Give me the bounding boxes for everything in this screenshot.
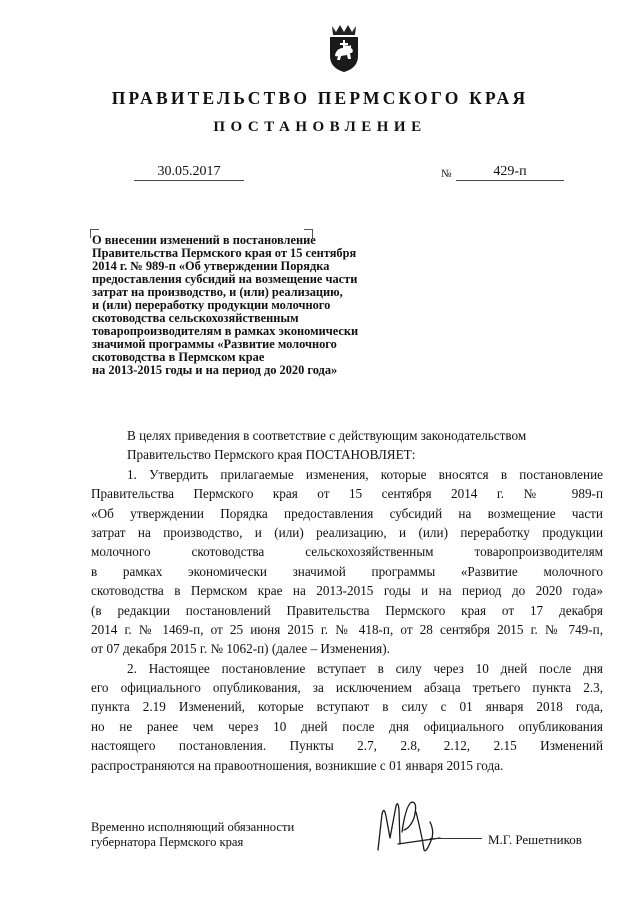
subject-line: значимой программы «Развитие молочного — [92, 337, 337, 351]
body-line: (в редакции постановлений Правительства Пермского края от 17 декабря — [91, 602, 603, 618]
document-body — [91, 426, 603, 775]
body-line: распространяются на правоотношения, возникшие с 01 января 2015 года. — [91, 757, 504, 773]
subject-line: О внесении изменений в постановление — [92, 233, 316, 247]
subject-line: Правительства Пермского края от 15 сентября — [92, 246, 357, 260]
subject-line: скотоводства сельскохозяйственным — [92, 311, 299, 325]
subject-line: на 2013-2015 годы и на период до 2020 года» — [92, 363, 338, 377]
document-subject — [92, 234, 422, 377]
body-line: от 07 декабря 2015 г. № 1062-п) (далее – Изменения). — [91, 641, 390, 657]
body-line: 1. Утвердить прилагаемые изменения, которые вносятся в постановление — [127, 466, 603, 482]
body-line: но не ранее чем через 10 дней после дня официального опубликования — [91, 718, 603, 734]
body-line: скотоводства в Пермском крае на 2013-2015 годы и на период до 2020 года» — [91, 583, 603, 599]
body-line: «Об утверждении Порядка предоставления субсидий на возмещение части — [91, 505, 603, 521]
handwritten-signature — [372, 792, 442, 862]
body-line: затрат на производство, и (или) реализацию, и (или) переработку продукции — [91, 524, 603, 540]
body-line: пункта 2.19 Изменений, которые вступают в силу с 01 января 2018 года, — [91, 699, 603, 715]
body-line: Правительства Пермского края от 15 сентября 2014 г. № 989-п — [91, 486, 603, 502]
number-sign: № — [441, 168, 452, 180]
document-type: ПОСТАНОВЛЕНИЕ — [213, 119, 427, 135]
signatory-name: М.Г. Решетников — [488, 832, 582, 847]
body-line: молочного скотоводства сельскохозяйственным товаропроизводителям — [91, 544, 603, 560]
body-line: 2014 г. № 1469-п, от 25 июня 2015 г. № 418-п, от 28 сентября 2015 г. № 749-п, — [91, 621, 603, 637]
body-line: его официального опубликования, за исключением абзаца третьего пункта 2.3, — [91, 680, 603, 696]
subject-line: и (или) переработку продукции молочного — [92, 298, 331, 312]
signature-line — [430, 838, 482, 839]
signatory-position-line: губернатора Пермского края — [91, 835, 244, 849]
subject-line: предоставления субсидий на возмещение части — [92, 272, 358, 286]
signatory-position — [91, 820, 294, 850]
body-line: настоящего постановления. Пункты 2.7, 2.8, 2.12, 2.15 Изменений — [91, 738, 603, 754]
subject-line: 2014 г. № 989-п «Об утверждении Порядка — [92, 259, 330, 273]
government-title: ПРАВИТЕЛЬСТВО ПЕРМСКОГО КРАЯ — [111, 88, 529, 108]
subject-line: затрат на производство, и (или) реализацию, — [92, 285, 343, 299]
body-line: Правительство Пермского края ПОСТАНОВЛЯЕТ: — [127, 447, 416, 463]
body-line: в рамках экономически значимой программы «Развитие молочного — [91, 563, 603, 579]
document-date: 30.05.2017 — [134, 164, 244, 181]
perm-coat-of-arms-icon — [324, 22, 364, 74]
body-line: 2. Настоящее постановление вступает в силу через 10 дней после дня — [127, 660, 603, 676]
subject-line: товаропроизводителям в рамках экономически — [92, 324, 359, 338]
body-line: В целях приведения в соответствие с действующим законодательством — [127, 428, 527, 443]
document-number: 429-п — [456, 164, 564, 181]
signatory-position-line: Временно исполняющий обязанности — [91, 820, 295, 834]
subject-line: скотоводства в Пермском крае — [92, 350, 265, 364]
